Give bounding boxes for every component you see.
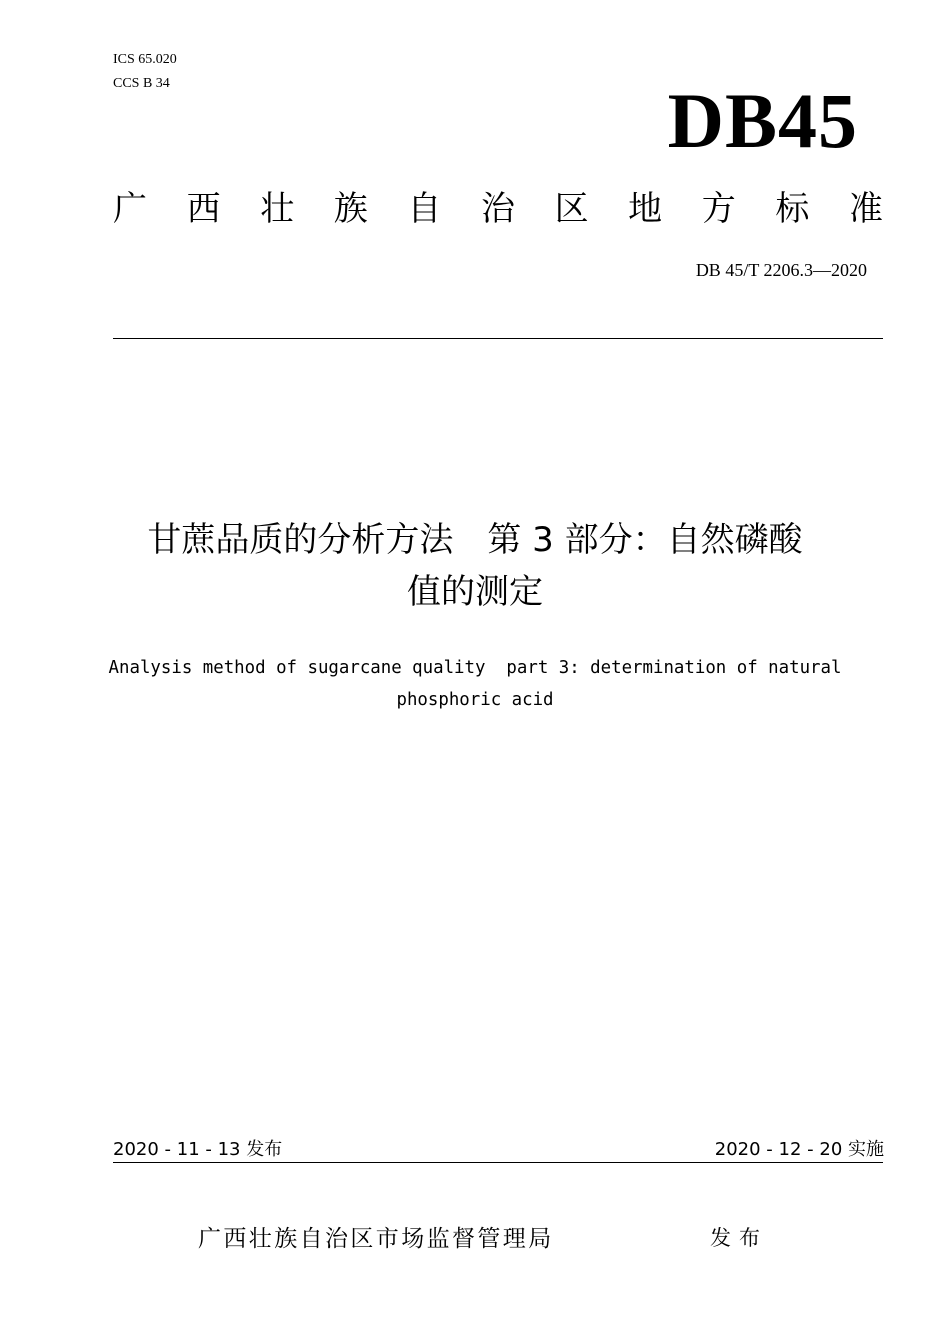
chinese-title-line-1: 甘蔗品质的分析方法 第 3 部分：自然磷酸 xyxy=(147,520,803,560)
standard-category-char: 西 xyxy=(186,189,221,229)
footer-divider xyxy=(113,1162,883,1163)
chinese-title-line-2: 值的测定 xyxy=(407,572,543,612)
publish-label: 发布 xyxy=(710,1226,768,1250)
english-title-line-2: phosphoric acid xyxy=(396,690,554,710)
header-divider xyxy=(113,338,883,339)
ics-code: ICS 65.020 xyxy=(113,52,177,67)
standard-number: DB 45/T 2206.3—2020 xyxy=(695,260,867,280)
standard-category-char: 区 xyxy=(554,189,589,229)
english-title xyxy=(60,652,890,716)
english-title-line-1: Analysis method of sugarcane quality part 3: determination of natural xyxy=(108,658,842,678)
publisher-name: 广西壮族自治区市场监督管理局 xyxy=(198,1226,554,1252)
standard-category-title xyxy=(113,184,883,234)
standard-category-char: 自 xyxy=(407,189,442,229)
standard-category-char: 地 xyxy=(628,189,663,229)
implementation-date: 2020 - 12 - 20 实施 xyxy=(714,1139,884,1160)
db-mark: DB45 xyxy=(667,77,858,164)
standard-category-char: 方 xyxy=(701,189,736,229)
standard-category-char: 治 xyxy=(480,189,515,229)
standard-category-char: 标 xyxy=(775,189,810,229)
chinese-title xyxy=(60,514,890,618)
ccs-code: CCS B 34 xyxy=(113,76,170,91)
standard-category-char: 壮 xyxy=(260,189,295,229)
standard-category-char: 广 xyxy=(113,189,147,229)
issue-date: 2020 - 11 - 13 发布 xyxy=(113,1139,283,1160)
standard-category-char: 族 xyxy=(333,189,368,229)
standard-category-char: 准 xyxy=(848,189,883,229)
classification-codes xyxy=(113,48,177,96)
